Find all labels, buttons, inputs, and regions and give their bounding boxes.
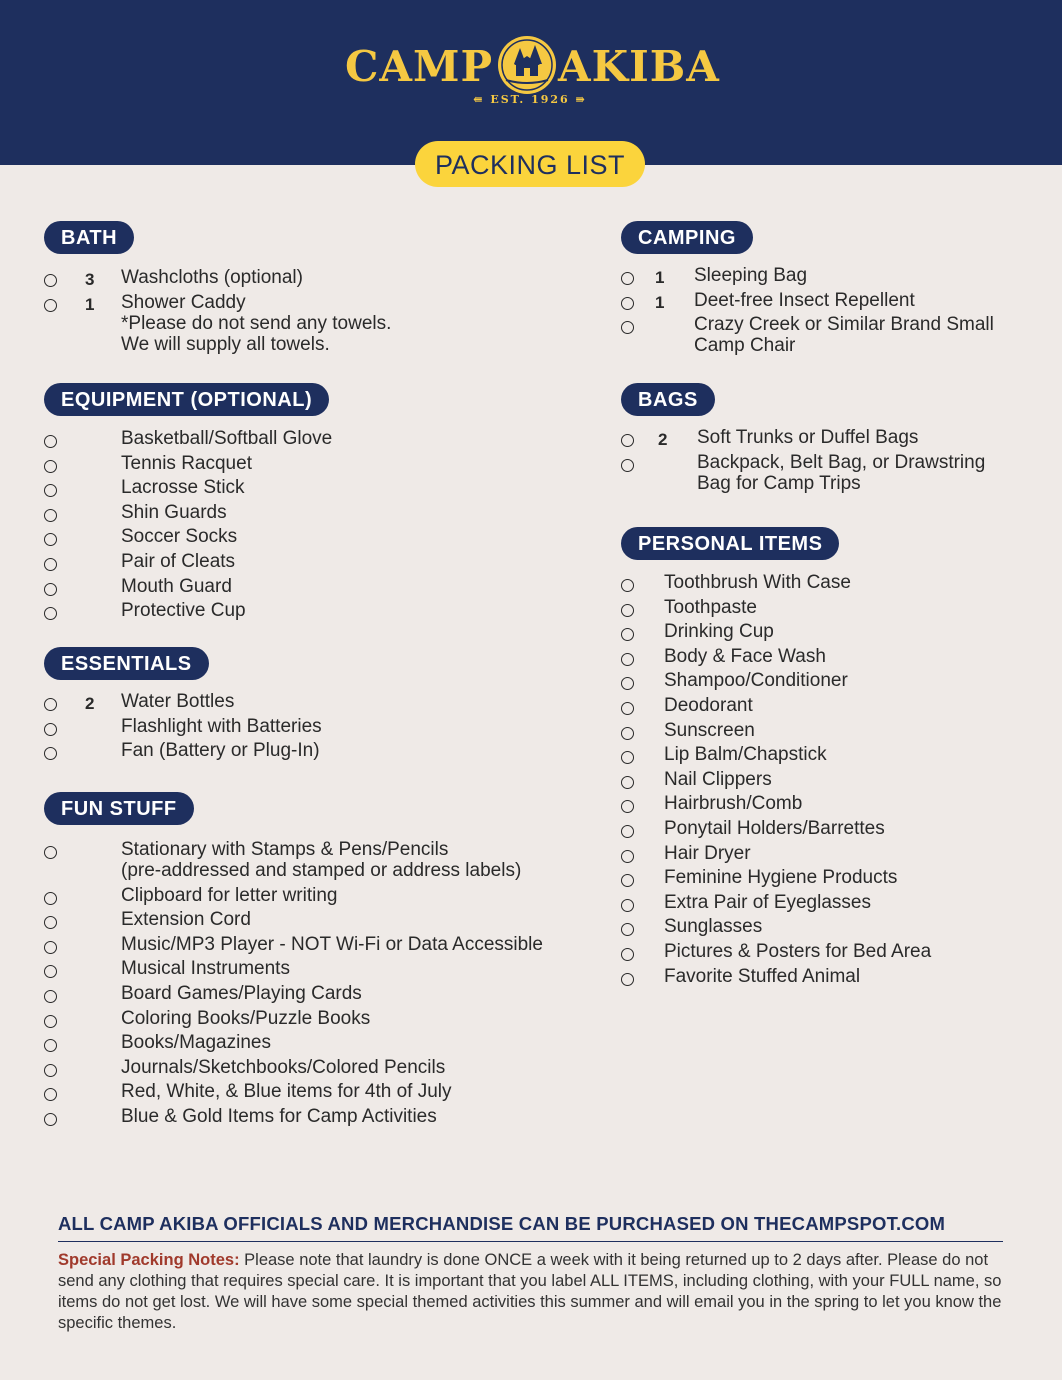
section-header-essentials: ESSENTIALS [44, 647, 209, 680]
checkbox-circle[interactable] [44, 1113, 57, 1126]
checkbox-circle[interactable] [621, 776, 634, 789]
checkbox-circle[interactable] [44, 916, 57, 929]
checkbox-circle[interactable] [621, 800, 634, 813]
checklist-item [621, 451, 1062, 501]
checkbox-circle[interactable] [44, 607, 57, 620]
item-label: Soft Trunks or Duffel Bags [697, 427, 919, 448]
item-label: Extension Cord [121, 909, 251, 931]
item-label: Shower Caddy [121, 291, 246, 313]
item-label: Books/Magazines [121, 1032, 271, 1054]
checklist-item [44, 1106, 604, 1134]
item-label-continued: (pre-addressed and stamped or address labels) [121, 860, 522, 881]
item-label: Tennis Racquet [121, 452, 252, 474]
item-quantity: 1 [655, 292, 665, 312]
item-label: Sleeping Bag [694, 265, 808, 286]
checkbox-circle[interactable] [44, 299, 57, 312]
special-packing-notes [58, 1250, 1013, 1334]
camp-logo-emblem-icon [496, 34, 558, 96]
item-label: Soccer Socks [121, 526, 238, 548]
established-year: ⇚ EST. 1926 ⇛ [473, 93, 587, 106]
checkbox-circle[interactable] [44, 583, 57, 596]
item-label: Ponytail Holders/Barrettes [664, 818, 885, 839]
merchandise-notice: ALL CAMP AKIBA OFFICIALS AND MERCHANDISE CAN BE PURCHASED ON THECAMPSPOT.COM [58, 1213, 1003, 1242]
page-title: PACKING LIST [415, 141, 645, 187]
item-label: Hairbrush/Comb [664, 793, 803, 815]
item-label: Backpack, Belt Bag, or Drawstring [697, 451, 986, 473]
checkbox-circle[interactable] [44, 723, 57, 736]
item-label: Sunscreen [664, 719, 755, 741]
checkbox-circle[interactable] [621, 899, 634, 912]
checkbox-circle[interactable] [621, 579, 634, 592]
item-label: Toothbrush With Case [664, 572, 851, 593]
checkbox-circle[interactable] [44, 747, 57, 760]
item-label-continued: Bag for Camp Trips [697, 472, 861, 494]
checkbox-circle[interactable] [44, 892, 57, 905]
item-label: Lip Balm/Chapstick [664, 744, 827, 766]
item-label: Shampoo/Conditioner [664, 670, 848, 692]
item-label: Extra Pair of Eyeglasses [664, 891, 871, 913]
item-quantity: 1 [85, 294, 95, 314]
item-label: Deodorant [664, 695, 753, 716]
checkbox-circle[interactable] [44, 274, 57, 287]
checkbox-circle[interactable] [621, 604, 634, 617]
checkbox-circle[interactable] [44, 965, 57, 978]
logo-text-camp: CAMP [345, 42, 494, 91]
checkbox-circle[interactable] [621, 948, 634, 961]
item-label: Fan (Battery or Plug-In) [121, 740, 320, 762]
checkbox-circle[interactable] [44, 1015, 57, 1028]
checkbox-circle[interactable] [621, 677, 634, 690]
checklist-item [44, 600, 604, 628]
item-label: Toothpaste [664, 596, 757, 618]
checkbox-circle[interactable] [44, 558, 57, 571]
checkbox-circle[interactable] [44, 846, 57, 859]
item-label: Stationary with Stamps & Pens/Pencils [121, 839, 449, 860]
notes-text: Please note that laundry is done ONCE a week with it being returned up to 2 days after. Please do not send any clothing that requires special care. It is important that you label ALL ITEMS, including clothing, with your FULL name, so items do not get lost. We will have some special themed activities this summer and will email you in the spring to let you know the specific themes. [58, 1251, 1002, 1332]
checkbox-circle[interactable] [621, 727, 634, 740]
item-quantity: 1 [655, 268, 665, 287]
checkbox-circle[interactable] [621, 297, 634, 310]
item-label: Drinking Cup [664, 621, 774, 643]
checkbox-circle[interactable] [44, 1088, 57, 1101]
checkbox-circle[interactable] [621, 321, 634, 334]
section-header-bath: BATH [44, 221, 134, 254]
item-quantity: 2 [85, 694, 95, 713]
checkbox-circle[interactable] [44, 460, 57, 473]
section-header-bags: BAGS [621, 383, 715, 416]
checkbox-circle[interactable] [44, 435, 57, 448]
item-label-continued: *Please do not send any towels. [121, 312, 392, 334]
logo-text-akiba: AKIBA [558, 42, 720, 91]
item-label: Lacrosse Stick [121, 477, 245, 499]
item-quantity: 3 [85, 270, 95, 289]
checkbox-circle[interactable] [44, 990, 57, 1003]
item-label-continued: We will supply all towels. [121, 333, 330, 355]
checkbox-circle[interactable] [621, 973, 634, 986]
item-label: Pair of Cleats [121, 551, 236, 572]
item-label: Washcloths (optional) [121, 267, 303, 288]
checkbox-circle[interactable] [621, 702, 634, 715]
item-label: Mouth Guard [121, 575, 232, 597]
item-label: Basketball/Softball Glove [121, 428, 333, 449]
checklist-item [44, 839, 604, 888]
checklist-item [44, 740, 604, 768]
section-header-equipment-optional: EQUIPMENT (OPTIONAL) [44, 383, 329, 416]
checklist-item [621, 965, 1062, 994]
checkbox-circle[interactable] [44, 941, 57, 954]
section-header-camping: CAMPING [621, 221, 753, 254]
checkbox-circle[interactable] [621, 751, 634, 764]
item-quantity: 2 [658, 430, 668, 449]
item-label: Clipboard for letter writing [121, 884, 338, 906]
section-header-fun-stuff: FUN STUFF [44, 792, 194, 825]
checkbox-circle[interactable] [44, 509, 57, 522]
item-label: Pictures & Posters for Bed Area [664, 941, 932, 962]
checkbox-circle[interactable] [621, 874, 634, 887]
item-label: Musical Instruments [121, 958, 290, 980]
item-label: Sunglasses [664, 916, 763, 938]
checkbox-circle[interactable] [621, 434, 634, 447]
item-label: Board Games/Playing Cards [121, 983, 362, 1004]
item-label: Nail Clippers [664, 768, 772, 790]
checkbox-circle[interactable] [44, 484, 57, 497]
item-label: Music/MP3 Player - NOT Wi-Fi or Data Accessible [121, 933, 543, 955]
checkbox-circle[interactable] [621, 923, 634, 936]
item-label: Shin Guards [121, 501, 227, 523]
checklist-item [621, 314, 1062, 363]
checklist-item [44, 291, 604, 362]
checkbox-circle[interactable] [44, 1064, 57, 1077]
checkbox-circle[interactable] [621, 653, 634, 666]
arrow-left-icon: ⇚ [473, 93, 491, 106]
checkbox-circle[interactable] [621, 850, 634, 863]
notes-label: Special Packing Notes: [58, 1251, 240, 1269]
checkbox-circle[interactable] [44, 698, 57, 711]
item-label: Deet-free Insect Repellent [694, 289, 915, 311]
item-label: Protective Cup [121, 600, 246, 622]
checkbox-circle[interactable] [44, 533, 57, 546]
item-label: Blue & Gold Items for Camp Activities [121, 1106, 437, 1127]
arrow-right-icon: ⇛ [569, 93, 587, 106]
item-label-continued: Camp Chair [694, 335, 796, 357]
item-label: Body & Face Wash [664, 645, 826, 667]
item-label: Flashlight with Batteries [121, 715, 322, 737]
item-label: Favorite Stuffed Animal [664, 965, 861, 987]
checkbox-circle[interactable] [621, 272, 634, 285]
item-label: Hair Dryer [664, 842, 751, 864]
item-label: Coloring Books/Puzzle Books [121, 1007, 371, 1029]
section-header-personal-items: PERSONAL ITEMS [621, 527, 839, 560]
item-label: Red, White, & Blue items for 4th of July [121, 1081, 452, 1103]
checkbox-circle[interactable] [621, 459, 634, 472]
item-label: Crazy Creek or Similar Brand Small [694, 314, 994, 336]
item-label: Water Bottles [121, 691, 235, 712]
checkbox-circle[interactable] [621, 628, 634, 641]
item-label: Feminine Hygiene Products [664, 867, 898, 889]
checkbox-circle[interactable] [621, 825, 634, 838]
item-label: Journals/Sketchbooks/Colored Pencils [121, 1056, 446, 1078]
checkbox-circle[interactable] [44, 1039, 57, 1052]
